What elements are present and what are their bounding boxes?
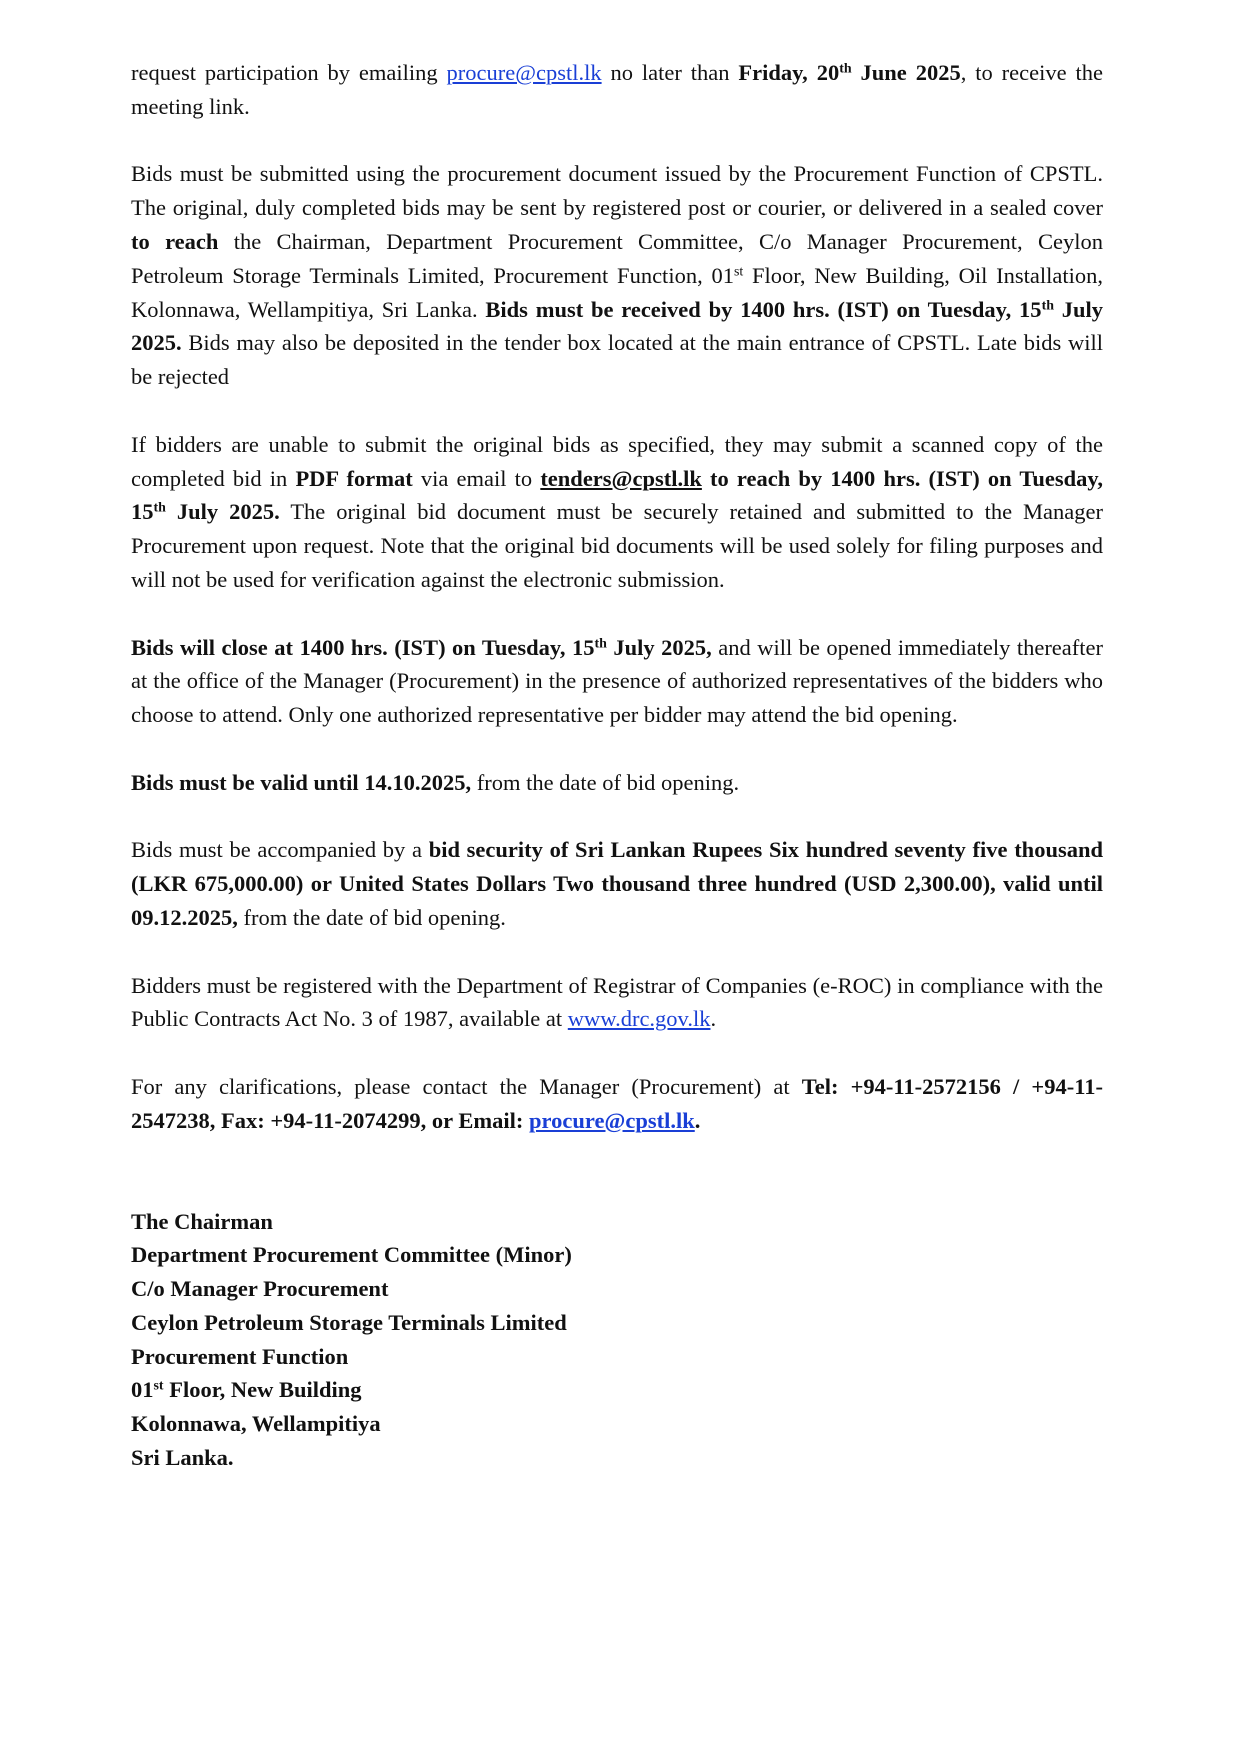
superscript: th [153,500,166,516]
address-line: Department Procurement Committee (Minor) [131,1242,572,1268]
text: Friday, 20 [738,60,840,85]
text: no later than [601,60,739,85]
paragraph-electronic-submission [131,428,1103,597]
meeting-deadline [738,60,960,85]
paragraph-contact [131,1070,1103,1138]
bid-security-amount: bid security of Sri Lankan Rupees Six hundred seventy five thousand (LKR 675,000.00) or United States Dollars Two thousand three hundred (USD 2,300.00), valid until 09.12.2025, [131,837,1103,930]
text: from the date of bid opening. [237,904,506,930]
text: Bidders must be registered with the Department of Registrar of Companies (e-ROC) in compliance with the Public Contracts Act No. 3 of 1987, available at [131,972,1103,1032]
address-block [131,1205,1103,1475]
contact-numbers: Tel: +94-11-2572156 / +94-11-2547238, Fax: +94-11-2074299, or Email: [131,1073,1103,1133]
text: For any clarifications, please contact the Manager (Procurement) at [131,1073,802,1099]
closing-time [131,635,712,660]
paragraph-bid-security [131,833,1103,934]
address-line [131,1373,1103,1407]
address-line: C/o Manager Procurement [131,1276,389,1302]
paragraph-bid-validity [131,766,1103,800]
bold-text: to reach [131,228,219,254]
text: Bids will close at 1400 hrs. (IST) on Tuesday, 15 [131,634,595,660]
text: July 2025, [606,634,712,660]
text: Floor, New Building, Oil Installation, Kolonnawa, Wellampitiya, Sri Lanka. [131,262,1103,322]
text: Bids must be submitted using the procurement document issued by the Procurement Function of CPSTL. The original, duly completed bids may be sent by registered post or courier, or delivered in a sealed cover [131,161,1103,221]
address-line: Procurement Function [131,1343,349,1369]
superscript: th [1041,297,1054,313]
text: , to receive the meeting link. [131,60,1103,119]
procure-email-link[interactable]: procure@cpstl.lk [446,60,602,85]
superscript: th [839,61,852,77]
text: . [710,1006,717,1032]
text: . [694,1107,701,1133]
paragraph-meeting-request [131,56,1103,124]
text: request participation by emailing [131,60,447,85]
address-line: Sri Lanka. [131,1445,234,1471]
text: Bids may also be deposited in the tender box located at the main entrance of CPSTL. Late bids will be rejected [131,330,1103,390]
address-line: The Chairman [131,1208,273,1234]
drc-website-link[interactable]: www.drc.gov.lk [567,1006,711,1032]
tenders-email-link[interactable]: tenders@cpstl.lk [540,465,702,491]
text: Bids must be received by 1400 hrs. (IST) on Tuesday, 15 [485,296,1042,322]
contact-email-link[interactable]: procure@cpstl.lk [529,1107,695,1133]
superscript: th [594,635,607,651]
text: July 2025. [131,296,1104,356]
text: June 2025 [851,60,961,85]
text: The original bid document must be securely retained and submitted to the Manager Procurement upon request. Note that the original bid documents will be used solely for filing purposes and will not be used for verification against the electronic submission. [131,499,1104,592]
address-line: Kolonnawa, Wellampitiya [131,1411,381,1437]
text: July 2025. [165,499,280,525]
text: the Chairman, Department Procurement Committee, C/o Manager Procurement, Ceylon Petroleum Storage Terminals Limited, Procurement Function, 01 [131,228,1103,288]
text: 01 [131,1377,154,1403]
text: to reach by 1400 hrs. (IST) on Tuesday, 15 [131,465,1104,525]
validity-date: Bids must be valid until 14.10.2025, [131,769,472,795]
address-line: Ceylon Petroleum Storage Terminals Limited [131,1309,567,1335]
text: via email to [412,465,541,491]
superscript: st [733,264,744,280]
paragraph-bid-submission [131,157,1103,394]
text: from the date of bid opening. [471,769,740,795]
superscript: st [153,1378,164,1394]
paragraph-bid-closing [131,631,1103,732]
text: Floor, New Building [163,1377,362,1403]
text: If bidders are unable to submit the original bids as specified, they may submit a scanned copy of the completed bid in [131,431,1103,491]
document-page [131,56,1103,1475]
text: Bids must be accompanied by a [131,837,429,863]
paragraph-registration [131,969,1103,1037]
bold-text: PDF format [295,465,413,491]
text: and will be opened immediately thereafter at the office of the Manager (Procurement) in the presence of authorized representatives of the bidders who choose to attend. Only one authorized representative per bidder may attend the bid opening. [131,634,1104,728]
